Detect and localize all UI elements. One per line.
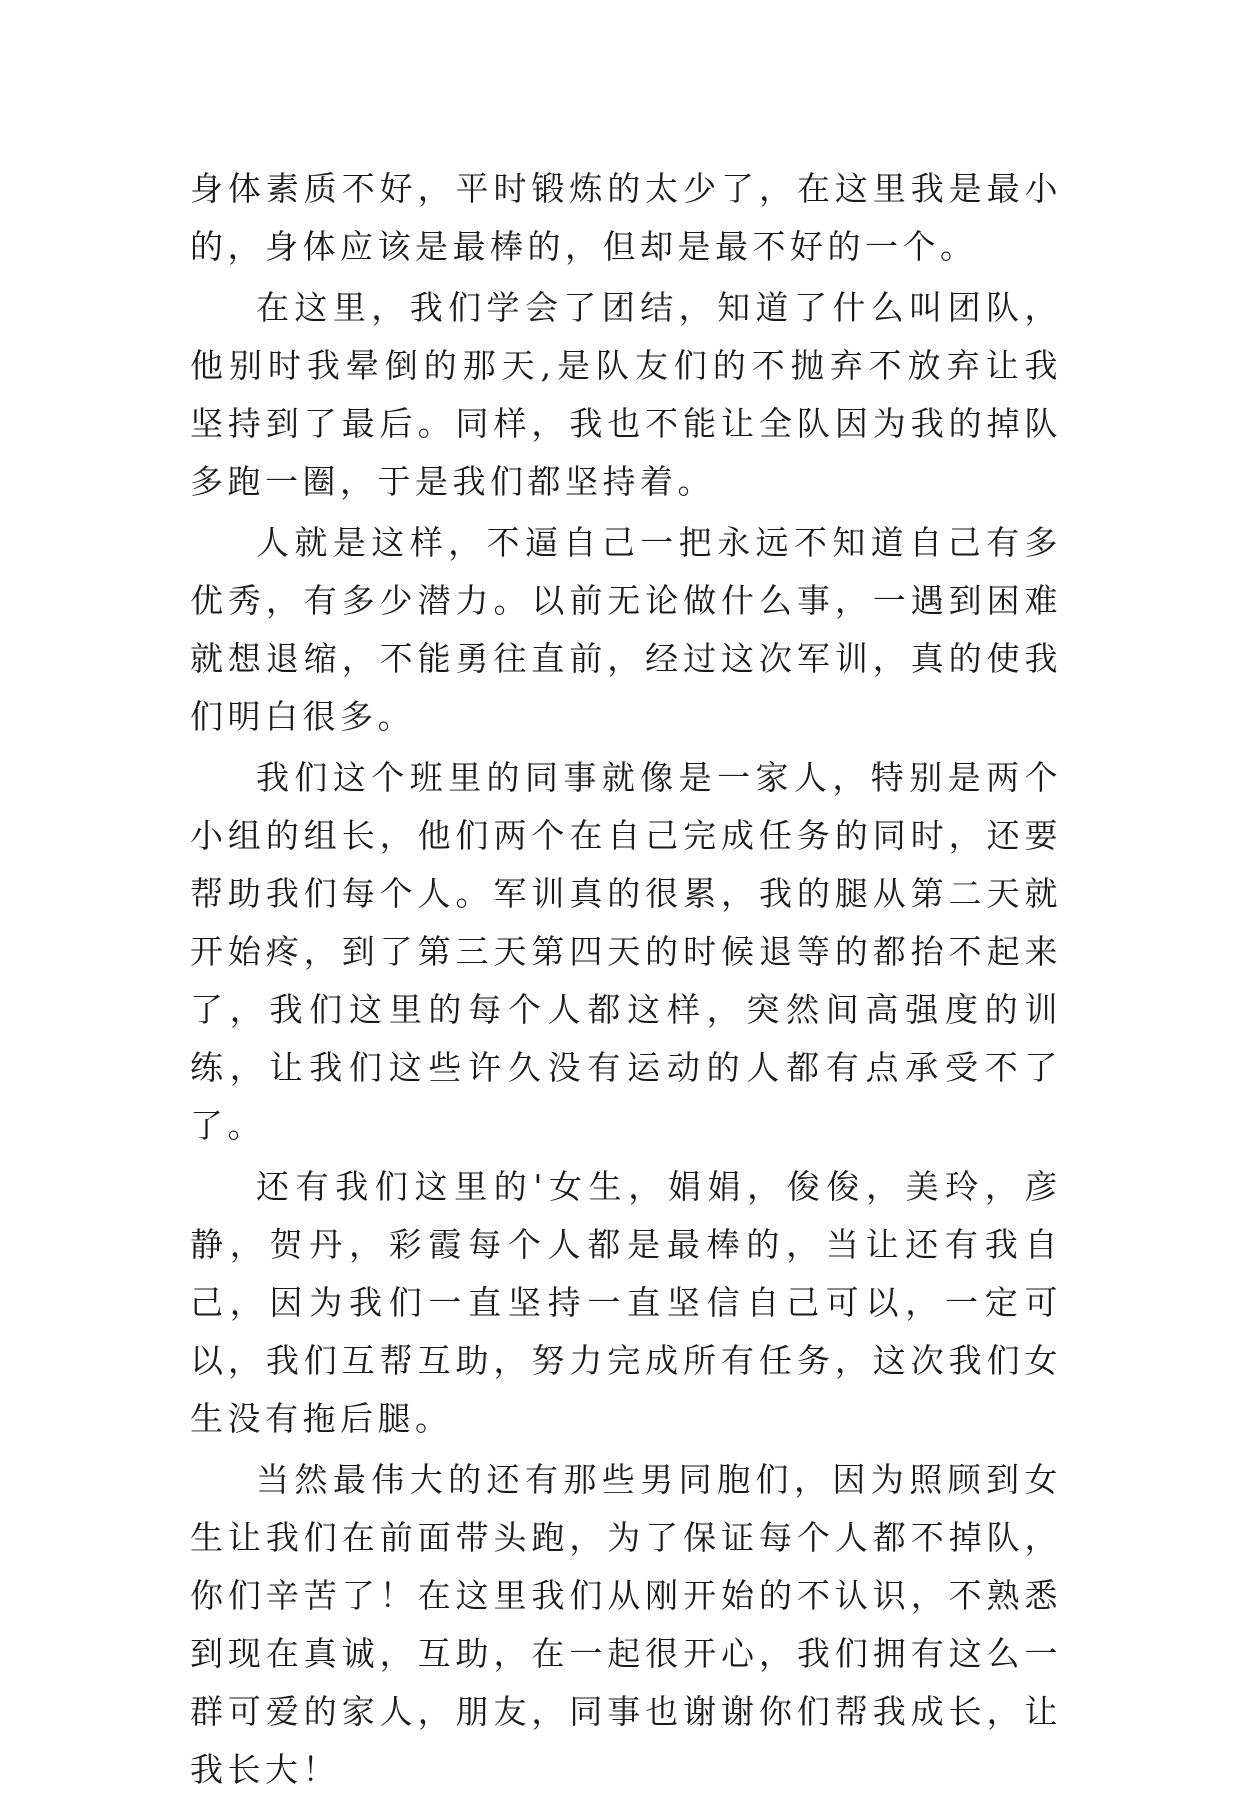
paragraph-1: 身体素质不好，平时锻炼的太少了，在这里我是最小的，身体应该是最棒的，但却是最不好的一个。 bbox=[190, 169, 1062, 266]
paragraph-5: 还有我们这里的'女生，娟娟，俊俊，美玲，彦静，贺丹，彩霞每个人都是最棒的，当让还有我自己，因为我们一直坚持一直坚信自己可以，一定可以，我们互帮互助，努力完成所有任务，这次我们女生没有拖后腿。 bbox=[190, 1167, 1062, 1438]
paragraph-6: 当然最伟大的还有那些男同胞们，因为照顾到女生让我们在前面带头跑，为了保证每个人都不掉队，你们辛苦了！在这里我们从刚开始的不认识，不熟悉到现在真诚，互助，在一起很开心，我们拥有这么一群可爱的家人，朋友，同事也谢谢你们帮我成长，让我长大！ bbox=[190, 1460, 1062, 1789]
document-body bbox=[190, 160, 1062, 1802]
paragraph-4: 我们这个班里的同事就像是一家人，特别是两个小组的组长，他们两个在自己完成任务的同时，还要帮助我们每个人。军训真的很累，我的腿从第二天就开始疼，到了第三天第四天的时候退等的都抬不起来了，我们这里的每个人都这样，突然间高强度的训练，让我们这些许久没有运动的人都有点承受不了了。 bbox=[190, 758, 1062, 1145]
paragraph-2: 在这里，我们学会了团结，知道了什么叫团队，他别时我晕倒的那天,是队友们的不抛弃不放弃让我坚持到了最后。同样，我也不能让全队因为我的掉队多跑一圈，于是我们都坚持着。 bbox=[190, 288, 1062, 501]
paragraph-3: 人就是这样，不逼自己一把永远不知道自己有多优秀，有多少潜力。以前无论做什么事，一遇到困难就想退缩，不能勇往直前，经过这次军训，真的使我们明白很多。 bbox=[190, 523, 1062, 736]
